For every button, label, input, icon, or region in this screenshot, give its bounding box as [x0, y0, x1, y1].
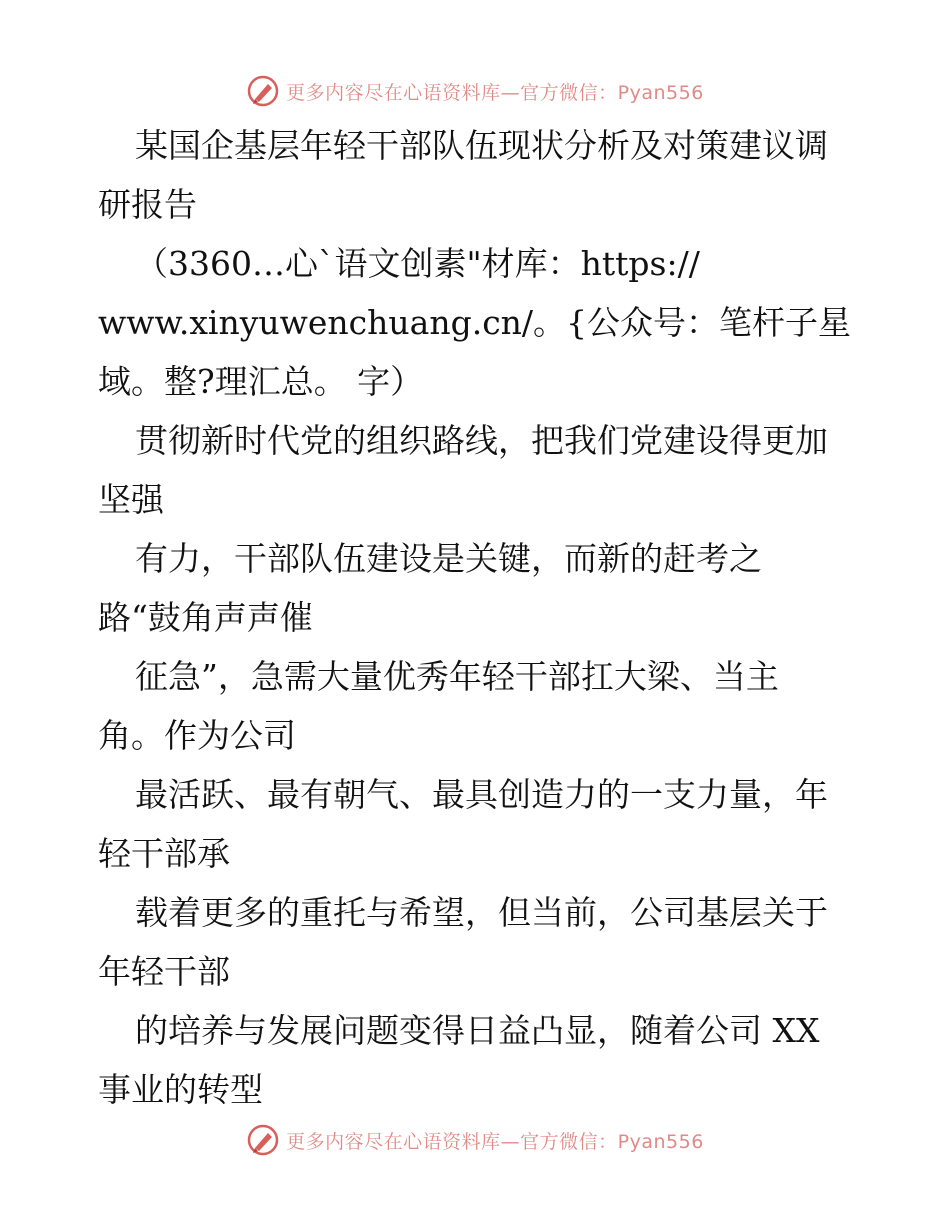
title-line-2: 研报告	[98, 185, 197, 224]
paragraph-line: 事业的转型	[98, 1070, 263, 1109]
paragraph-line: 载着更多的重托与希望，但当前，公司基层关于	[135, 893, 828, 932]
document-body	[98, 116, 858, 1119]
pen-seal-logo-icon	[246, 1123, 280, 1157]
pen-seal-logo-icon	[246, 74, 280, 108]
paragraph-line: 路“鼓角声声催	[98, 598, 313, 637]
paragraph-line: 有力，干部队伍建设是关键，而新的赶考之	[135, 539, 762, 578]
paragraph-line: 贯彻新时代党的组织路线，把我们党建设得更加	[135, 421, 828, 460]
footer-watermark-banner	[0, 1120, 950, 1160]
source-line-1: （3360…心`语文创素"材库：https://	[135, 244, 700, 283]
header-watermark-text: 更多内容尽在心语资料库—官方微信：Pyan556	[286, 81, 704, 104]
title-line-1: 某国企基层年轻干部队伍现状分析及对策建议调	[135, 126, 828, 165]
source-line-3: 域。整?理汇总。 字）	[98, 362, 424, 401]
footer-watermark-text: 更多内容尽在心语资料库—官方微信：Pyan556	[286, 1130, 704, 1153]
paragraph-line: 轻干部承	[98, 834, 230, 873]
paragraph-line: 最活跃、最有朝气、最具创造力的一支力量，年	[135, 775, 828, 814]
paragraph-line: 角。作为公司	[98, 716, 296, 755]
paragraph-line: 的培养与发展问题变得日益凸显，随着公司 XX	[135, 1011, 820, 1050]
source-line-2: www.xinyuwenchuang.cn/。{公众号：笔杆子星	[98, 303, 852, 342]
paragraph-line: 坚强	[98, 480, 164, 519]
paragraph-line: 征急”，急需大量优秀年轻干部扛大梁、当主	[135, 657, 779, 696]
paragraph-line: 年轻干部	[98, 952, 230, 991]
header-watermark-banner	[0, 71, 950, 111]
